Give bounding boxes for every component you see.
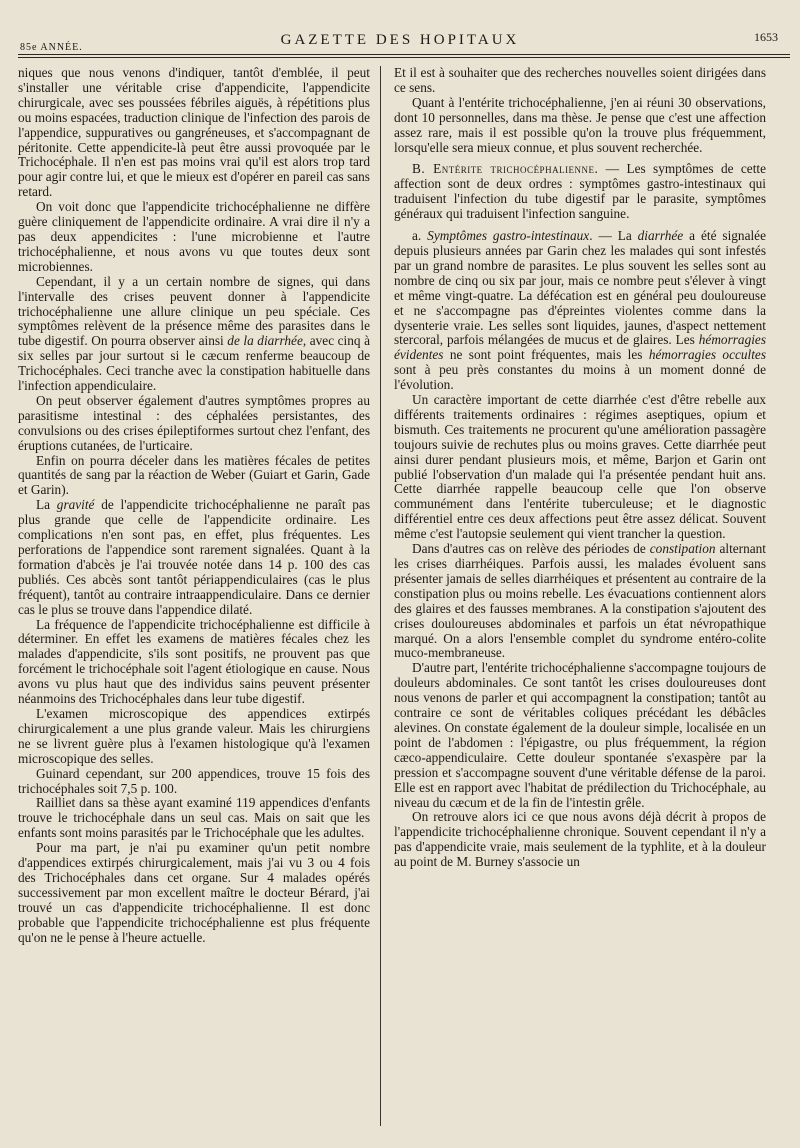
paragraph: La gravité de l'appendicite trichocéphalienne ne paraît pas plus grande que celle de l'appendicite ordinaire. Les complications n'en sont pas, en effet, plus fréquentes. Les perforations de l'appendice sont rarement signalées. Quant à la formation d'abcès je l'ai trouvée notée dans 14 p. 100 des cas publiés. Ces abcès sont tantôt périappendiculaires (cas le plus fréquent), tantôt au contraire intraappendiculaire. Dans ce dernier cas le plus se trouve dans l'appendice dilaté. — [18, 497, 370, 617]
paragraph: On voit donc que l'appendicite trichocéphalienne ne diffère guère cliniquement de l'appendicite ordinaire. A vrai dire il n'y a pas deux appendicites : l'une microbienne et l'autre trichocéphalienne, et nous avons vu que toutes deux sont microbiennes. — [18, 199, 370, 274]
header-year: 85e ANNÉE. — [20, 42, 83, 53]
left-column — [18, 66, 370, 1140]
paragraph: Dans d'autres cas on relève des périodes de constipation alternant les crises diarrhéiques. Parfois aussi, les malades évoluent sans présenter jamais de selles diarrhéiques et présentent au contraire de la constipation plus ou moins rebelle. Les évacuations contiennent alors des glaires et des fausses membranes. A la constipation s'ajoutent des crises douloureuses abdominales et parfois un état névropathique marqué. On a alors l'ensemble complet du syndrome entéro-colite muco-membraneuse. — [394, 541, 766, 661]
paragraph: Quant à l'entérite trichocéphalienne, j'en ai réuni 30 observations, dont 10 personnelles, dans ma thèse. Je pense que c'est une affection assez rare, mais il est possible qu'on la trouve plus fréquemment, lorsqu'elle sera mieux connue, et plus souvent recherchée. — [394, 94, 766, 155]
header-page-number: 1653 — [754, 30, 778, 44]
paragraph: Et il est à souhaiter que des recherches nouvelles soient dirigées dans ce sens. — [394, 66, 766, 95]
paragraph: L'examen microscopique des appendices extirpés chirurgicalement a une plus grande valeur. Mais les chirurgiens ne se livrent guère plus à l'examen histologique qu'à l'examen microscopique des selles. — [18, 705, 370, 766]
column-divider — [380, 66, 381, 1126]
paragraph: Guinard cependant, sur 200 appendices, trouve 15 fois des trichocéphales soit 7,5 p. 100. — [18, 765, 370, 796]
header-title: GAZETTE DES HOPITAUX — [280, 32, 520, 48]
paragraph: Railliet dans sa thèse ayant examiné 119 appendices d'enfants trouve le trichocéphale dans un seul cas. Mais on sait que les enfants sont moins parasités par le Trichocéphale que les adultes. — [18, 795, 370, 841]
section-heading: B. Entérite trichocéphalienne. — [412, 161, 599, 177]
paragraph: La fréquence de l'appendicite trichocéphalienne est difficile à déterminer. En effet les examens de matières fécales chez les malades d'appendicite, s'ils sont positifs, ne prouvent pas que forcément le trichocéphale soit l'agent étiologique en cause. Nous avons vu plus haut que des individus sains peuvent présenter néanmoins des Trichocéphales dans leur tube digestif. — [18, 616, 370, 707]
header-rule — [18, 54, 790, 55]
header-rule-double — [18, 57, 790, 58]
paragraph: Enfin on pourra déceler dans les matières fécales de petites quantités de sang par la réaction de Weber (Guiart et Garin, Gade et Garin). — [18, 452, 370, 498]
paragraph: Cependant, il y a un certain nombre de signes, qui dans l'intervalle des crises peuvent donner à l'appendicite trichocéphalienne une allure clinique un peu spéciale. Ces symptômes relèvent de la présence même des parasites dans le tube digestif. On pourra observer ainsi de la diarrhée, avec cinq à six selles par jour surtout si le cæcum renferme beaucoup de Trichocéphales. Ceci tranche avec la constipation habituelle dans l'infection appendiculaire. — [18, 273, 370, 394]
paragraph: Pour ma part, je n'ai pu examiner qu'un petit nombre d'appendices extirpés chirurgicalement, mais j'ai vu 3 ou 4 fois des Trichocéphales dans cet organe. Sur 4 malades opérés successivement par mon excellent maître le docteur Bérard, j'ai trouvé un cas d'appendicite trichocéphalienne. Il est donc probable que l'appendicite trichocéphalienne est plus fréquente qu'on ne le pense à l'heure actuelle. — [18, 840, 370, 945]
paragraph: On retrouve alors ici ce que nous avons déjà décrit à propos de l'appendicite trichocéphalienne chronique. Souvent cependant il n'y a pas d'appendicite vraie, mais seulement de la typhlite, et à la douleur au point de M. Burney s'associe un — [394, 809, 766, 870]
paragraph: Un caractère important de cette diarrhée c'est d'être rebelle aux différents traitements ordinaires : régimes aseptiques, opium et bismuth. Ces traitements ne procurent qu'une amélioration passagère toujours suivie de rechutes plus ou moins graves. Cette diarrhée peut ainsi durer pendant plusieurs mois, et même, Barjon et Garin ont publié l'observation d'un malade qui l'a présentée pendant huit ans. Cette diarrhée rappelle beaucoup celle que l'on observe communément dans l'entérite tuberculeuse; et le diagnostic différentiel entre ces deux affections peut être assez délicat. Souvent même c'est l'autopsie seulement qui vient trancher la question. — [394, 392, 766, 542]
right-column — [394, 66, 766, 1140]
page-header — [12, 28, 788, 52]
paragraph: a. Symptômes gastro-intestinaux. — La diarrhée a été signalée depuis plusieurs années par Garin chez les malades qui sont infestés par un grand nombre de parasites. Le plus souvent les selles sont au nombre de cinq ou six par jour, mais ce nombre peut s'élever à vingt et même vingt-quatre. La défécation est en général peu douloureuse et ne s'accompagne pas d'épreintes violentes comme dans la dysenterie vraie. Les selles sont liquides, jaunes, d'aspect nettement stercoral, parfois mélangées de mucus et de glaires. Les hémorragies évidentes ne sont point fréquentes, mais les hémorragies occultes sont à peu près constantes du moins à un moment donné de l'évolution. — [394, 228, 766, 393]
section-heading-paragraph: B. Entérite trichocéphalienne. — Les symptômes de cette affection sont de deux ordres : symptômes gastro-intestinaux qui traduisent l'infection du tube digestif par le parasite, symptômes généraux qui traduisent l'infection sanguine. — [394, 161, 766, 222]
paragraph: niques que nous venons d'indiquer, tantôt d'emblée, il peut s'installer une véritable crise d'appendicite, l'appendicite chirurgicale, avec ses poussées fébriles aiguës, à répétitions plus ou moins espacées, traduction clinique de l'infection des parois de l'appendice, suppuratives ou gangréneuses, et s'accompagnant de péritonite. Cette appendicite-là peut être aussi provoquée par le Trichocéphale. Il n'en est pas moins vrai qu'il est alors trop tard pour agir contre lui, et que le mieux est d'opérer en pareil cas sans retard. — [18, 66, 370, 200]
paragraph: On peut observer également d'autres symptômes propres au parasitisme intestinal : des céphalées persistantes, des convulsions ou des crises épileptiformes surtout chez l'enfant, des éruptions cutanées, de l'urticaire. — [18, 392, 370, 453]
paragraph: D'autre part, l'entérite trichocéphalienne s'accompagne toujours de douleurs abdominales. Ce sont tantôt les crises douloureuses dont nous venons de parler et qui accompagnent la constipation; tantôt au contraire ce sont de véritables coliques précédant les débâcles alevines. On constate également de la douleur simple, localisée en un point de l'abdomen : l'épigastre, ou plus fréquemment, la région cæco-appendiculaire. Cette douleur spontanée s'exaspère par la pression et s'accompagne souvent d'une véritable défense de la paroi. Elle est en rapport avec l'habitat de prédilection du Trichocéphale, au niveau du cæcum et de la fin de l'intestin grêle. — [394, 660, 766, 810]
